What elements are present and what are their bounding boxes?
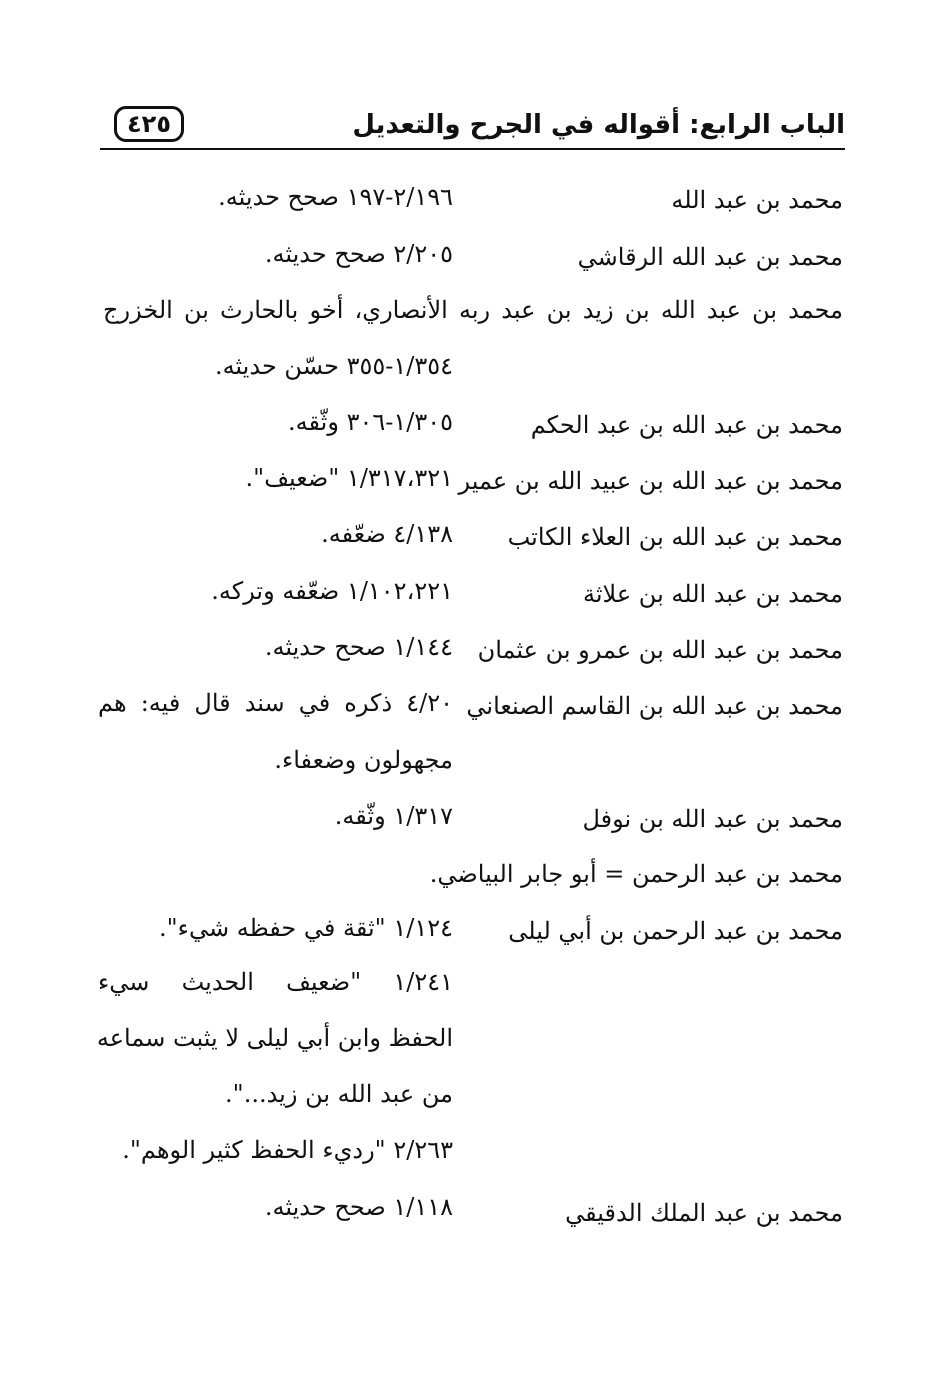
entry-name: محمد بن عبد الرحمن = أبو جابر البياضي. bbox=[429, 860, 843, 888]
entry-ref: ١/١٢٤ "ثقة في حفظه شيء". bbox=[159, 914, 453, 942]
entry-ref: ٢/١٩٦-١٩٧ صحح حديثه. bbox=[218, 183, 453, 211]
entry-ref: ١/١٤٤ صحح حديثه. bbox=[264, 633, 453, 661]
entry-ref-continuation: من عبد الله بن زيد...". bbox=[225, 1080, 453, 1108]
entry-ref: ١/٣٠٥-٣٠٦ وثّقه. bbox=[288, 408, 453, 436]
page-header bbox=[100, 100, 845, 150]
entry-ref-continuation: مجهولون وضعفاء. bbox=[274, 746, 453, 774]
entry-name: محمد بن عبد الله الرقاشي bbox=[577, 243, 843, 271]
entry-name: محمد بن عبد الله بن العلاء الكاتب bbox=[507, 523, 843, 551]
entry-name: محمد بن عبد الملك الدقيقي bbox=[565, 1199, 843, 1227]
entry-ref-continuation: الحفظ وابن أبي ليلى لا يثبت سماعه bbox=[96, 1024, 453, 1052]
entry-ref: ١/٢٤١ "ضعيف الحديث سيء bbox=[98, 968, 453, 996]
entry-name: محمد بن عبد الله بن عبيد الله بن عمير bbox=[458, 467, 843, 495]
entry-name: محمد بن عبد الله bbox=[671, 186, 843, 214]
entry-ref: ٢/٢٦٣ "رديء الحفظ كثير الوهم". bbox=[122, 1136, 453, 1164]
entry-name: محمد بن عبد الله بن علاثة bbox=[582, 580, 843, 608]
running-title: الباب الرابع: أقواله في الجرح والتعديل bbox=[352, 110, 845, 140]
entry-name: محمد بن عبد الله بن القاسم الصنعاني bbox=[466, 692, 843, 720]
entry-ref: ١/٣١٧ وثّقه. bbox=[334, 802, 453, 830]
header-rule bbox=[100, 148, 845, 150]
entry-ref: ٤/١٣٨ ضعّفه. bbox=[321, 520, 453, 548]
entry-name: محمد بن عبد الرحمن بن أبي ليلى bbox=[508, 917, 843, 945]
entry-name: محمد بن عبد الله بن عبد الحكم bbox=[530, 411, 843, 439]
entry-ref: ٤/٢٠ ذكره في سند قال فيه: هم bbox=[98, 689, 453, 717]
entry-ref: ١/١١٨ صحح حديثه. bbox=[264, 1193, 453, 1221]
entry-name: محمد بن عبد الله بن نوفل bbox=[582, 805, 843, 833]
entry-ref: ١/٣٥٤-٣٥٥ حسّن حديثه. bbox=[214, 352, 453, 380]
entry-name: محمد بن عبد الله بن زيد بن عبد ربه الأنصاري، أخو بالحارث بن الخزرج bbox=[103, 296, 843, 324]
entry-ref: ١/٣١٧،٣٢١ "ضعيف". bbox=[245, 464, 453, 492]
entry-ref: ١/١٠٢،٢٢١ ضعّفه وتركه. bbox=[211, 577, 453, 605]
page-number: ٤٢٥ bbox=[114, 106, 184, 142]
entry-ref: ٢/٢٠٥ صحح حديثه. bbox=[264, 240, 453, 268]
entry-name: محمد بن عبد الله بن عمرو بن عثمان bbox=[477, 636, 843, 664]
